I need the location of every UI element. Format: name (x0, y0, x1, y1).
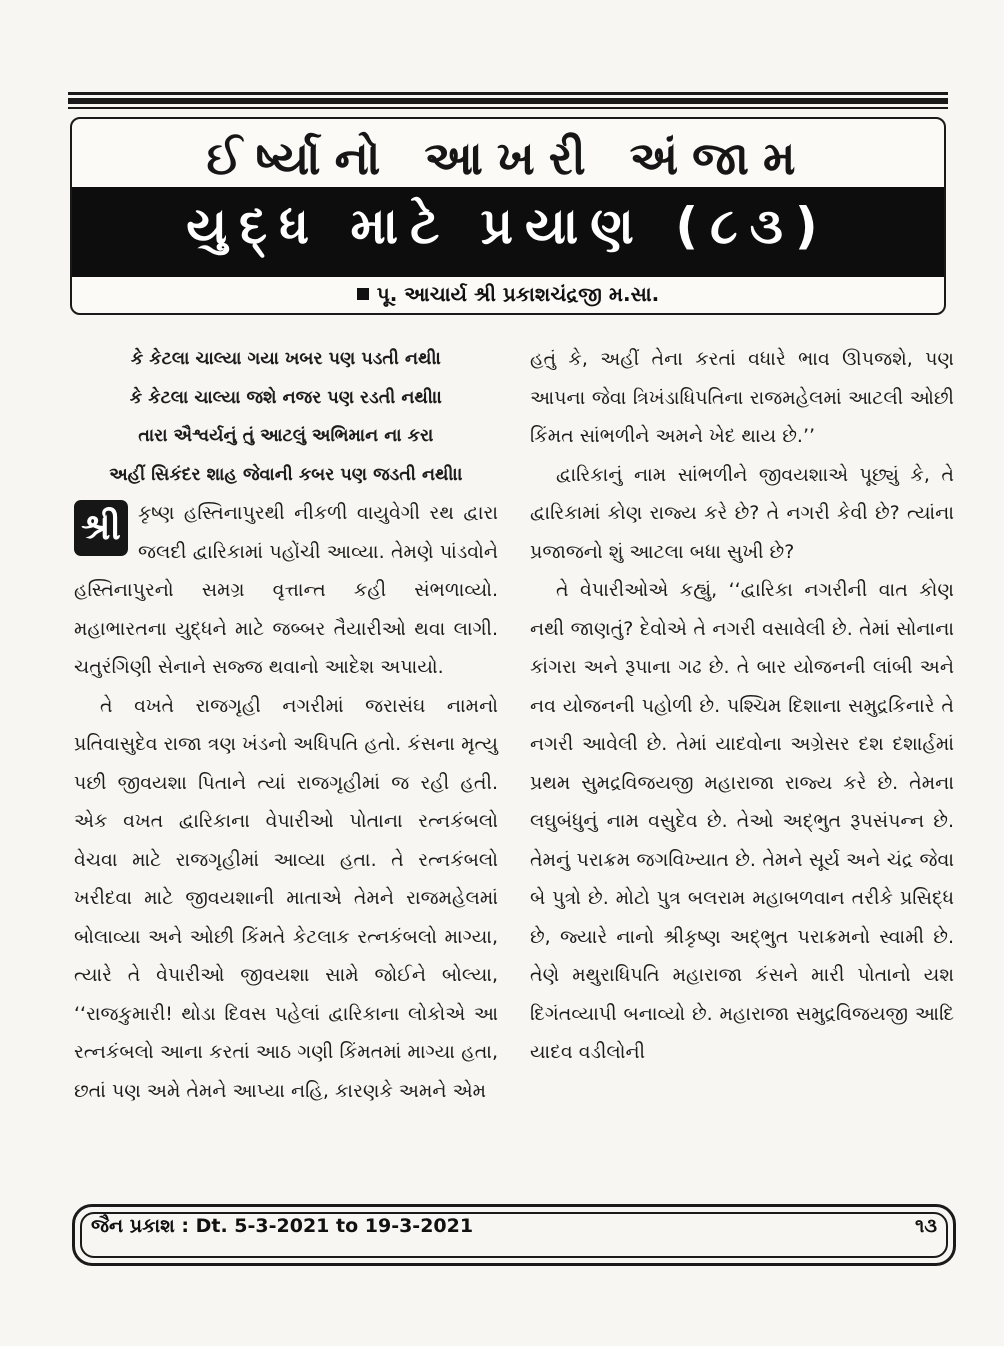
poem-line: તારા ઐશ્વર્યનું તું આટલું અભિમાન ના કર। (138, 426, 434, 446)
square-bullet-icon (357, 288, 369, 300)
author-line (72, 282, 944, 306)
top-rule-thick (68, 98, 948, 104)
paragraph (74, 494, 498, 687)
poem (74, 340, 498, 494)
left-column (74, 340, 498, 1110)
paragraph: તે વેપારીઓએ કહ્યું, ‘‘દ્વારિકા નગરીની વાત કોણ નથી જાણતું? દેવોએ તે નગરી વસાવેલી છે. તેમાં સોનાના કાંગરા અને રૂપાના ગઢ છે. તે બાર યોજનની લાંબી અને નવ યોજનની પહોળી છે. પશ્ચિમ દિશાના સમુદ્રકિનારે તે નગરી આવેલી છે. તેમાં યાદવોના અગ્રેસર દશ દશાર્હમાં પ્રથમ સુમદ્રવિજયજી મહારાજા રાજ્ય કરે છે. તેમના લઘુબંધુનું નામ વસુદેવ છે. તેઓ અદ્ભુત રૂપસંપન્ન છે. તેમનું પરાક્રમ જગવિખ્યાત છે. તેમને સૂર્ય અને ચંદ્ર જેવા બે પુત્રો છે. મોટો પુત્ર બલરામ મહાબળવાન તરીકે પ્રસિદ્ધ છે, જ્યારે નાનો શ્રીકૃષ્ણ અદ્ભુત પરાક્રમનો સ્વામી છે. તેણે મથુરાધિપતિ મહારાજા કંસને મારી પોતાનો યશ દિગંતવ્યાપી બનાવ્યો છે. મહારાજા સમુદ્રવિજયજી આદિ યાદવ વડીલોની (530, 579, 954, 1063)
footer (72, 1204, 956, 1266)
article-title: ઈર્ષ્યાનો આખરી અંજામ (206, 131, 810, 185)
author-name: પૂ. આચાર્ય શ્રી પ્રકાશચંદ્રજી મ.સા. (376, 282, 660, 306)
top-rule (68, 92, 948, 95)
page-number: ૧૩ (915, 1215, 937, 1237)
poem-line: કે કેટલા ચાલ્યા ગયા ખબર પણ પડતી નથી। (130, 349, 442, 369)
poem-line: કે કેટલા ચાલ્યા જશે નજર પણ રડતી નથી।। (129, 387, 443, 408)
poem-line: અહીં સિકંદર શાહ જેવાની કબર પણ જડતી નથી।। (109, 464, 463, 485)
top-rule-thin (68, 107, 948, 109)
article-subtitle: યુદ્ધ માટે પ્રયાણ (૮૩) (186, 197, 830, 255)
subtitle-band (72, 187, 944, 277)
paragraph: તે વખતે રાજગૃહી નગરીમાં જરાસંઘ નામનો પ્રતિવાસુદેવ રાજા ત્રણ ખંડનો અધિપતિ હતો. કંસના મૃત્યુ પછી જીવયશા પિતાને ત્યાં રાજગૃહીમાં જ રહી હતી. એક વખત દ્વારિકાના વેપારીઓ પોતાના રત્નકંબલો વેચવા માટે રાજગૃહીમાં આવ્યા હતા. તે રત્નકંબલો ખરીદવા માટે જીવયશાની માતાએ તેમને રાજમહેલમાં બોલાવ્યા અને ઓછી કિંમતે કેટલાક રત્નકંબલો માગ્યા, ત્યારે તે વેપારીઓ જીવયશા સામે જોઈને બોલ્યા, ‘‘રાજકુમારી! થોડા દિવસ પહેલાં દ્વારિકાના લોકોએ આ રત્નકંબલો આના કરતાં આઠ ગણી કિંમતમાં માગ્યા હતા, છતાં પણ અમે તેમને આપ્યા નહિ, કારણકે અમને એમ (74, 694, 498, 1102)
paragraph-text: કૃષ્ણ હસ્તિનાપુરથી નીકળી વાયુવેગી રથ દ્વારા જલદી દ્વારિકામાં પહોંચી આવ્યા. તેમણે પાંડવોને હસ્તિનાપુરનો સમગ્ર વૃત્તાન્ત કહી સંભળાવ્યો. મહાભારતના યુદ્ધને માટે જબ્બર તૈયારીઓ થવા લાગી. ચતુરંગિણી સેનાને સજ્જ થવાનો આદેશ અપાયો. (74, 502, 498, 678)
right-column (530, 340, 954, 1072)
title-box (70, 117, 946, 315)
paragraph: દ્વારિકાનું નામ સાંભળીને જીવયશાએ પૂછ્યું કે, તે દ્વારિકામાં કોણ રાજ્ય કરે છે? તે નગરી કેવી છે? ત્યાંના પ્રજાજનો શું આટલા બધા સુખી છે? (530, 463, 954, 563)
paragraph: હતું કે, અહીં તેના કરતાં વધારે ભાવ ઊપજશે, પણ આપના જેવા ત્રિખંડાધિપતિના રાજમહેલમાં આટલી ઓછી કિંમત સાંભળીને અમને ખેદ થાય છે.’’ (530, 348, 954, 447)
dropcap: શ્રી (74, 500, 128, 556)
publication-info: જૈન પ્રકાશ : Dt. 5-3-2021 to 19-3-2021 (91, 1215, 474, 1237)
